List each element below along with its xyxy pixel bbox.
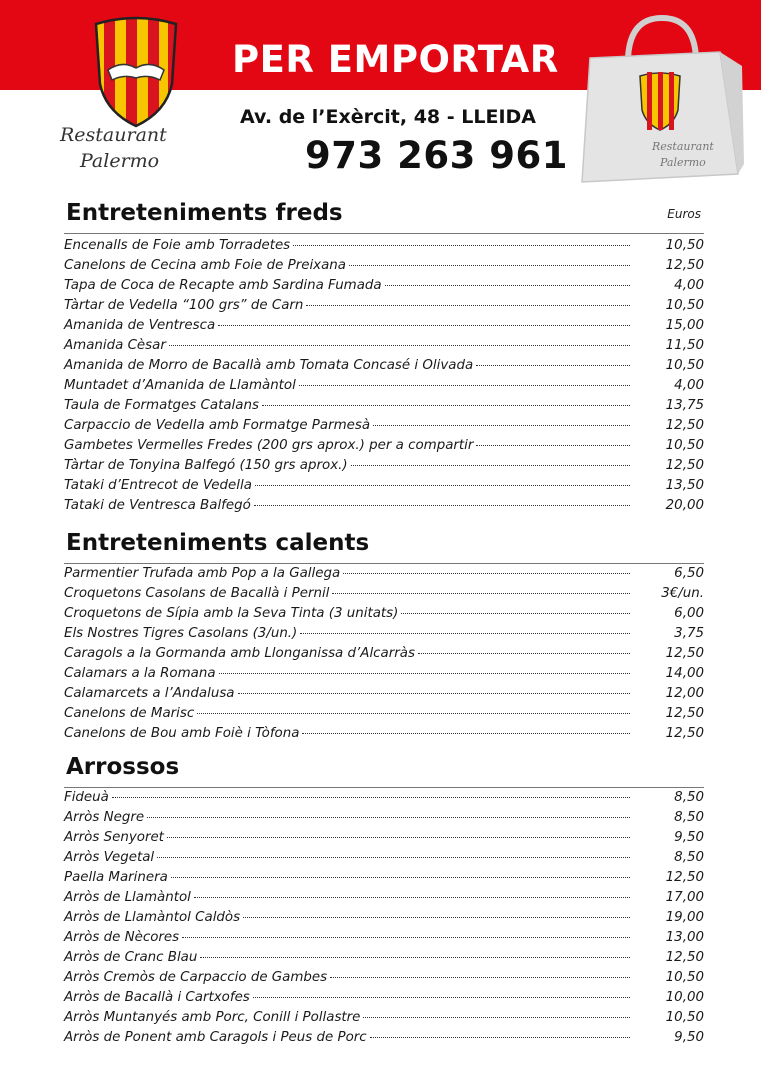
menu-item bbox=[64, 418, 704, 438]
menu-item bbox=[64, 478, 704, 498]
menu-item bbox=[64, 950, 704, 970]
dot-leader bbox=[157, 857, 630, 858]
menu-item-price: 12,50 bbox=[665, 458, 704, 473]
menu-item bbox=[64, 498, 704, 518]
menu-item-name: Gambetes Vermelles Fredes (200 grs aprox.) per a compartir bbox=[64, 438, 474, 453]
menu-item-name: Tapa de Coca de Recapte amb Sardina Fumada bbox=[64, 278, 382, 293]
section-title-arrossos: Arrossos bbox=[66, 754, 180, 780]
dot-leader bbox=[370, 1037, 630, 1038]
menu-item bbox=[64, 686, 704, 706]
restaurant-crest-logo bbox=[88, 14, 184, 128]
section-divider bbox=[64, 787, 704, 788]
menu-item-price: 12,50 bbox=[665, 706, 704, 721]
menu-item-price: 8,50 bbox=[674, 790, 704, 805]
menu-item bbox=[64, 606, 704, 626]
menu-item-price: 10,50 bbox=[665, 238, 704, 253]
headline: PER EMPORTAR bbox=[232, 38, 559, 81]
menu-item-price: 6,00 bbox=[674, 606, 704, 621]
bag-text-restaurant: Restaurant bbox=[652, 140, 714, 153]
menu-item bbox=[64, 930, 704, 950]
dot-leader bbox=[238, 693, 630, 694]
menu-item-price: 12,00 bbox=[665, 686, 704, 701]
menu-item-price: 10,50 bbox=[665, 358, 704, 373]
menu-item-price: 12,50 bbox=[665, 258, 704, 273]
menu-item bbox=[64, 238, 704, 258]
menu-item bbox=[64, 318, 704, 338]
section-title-entreteniments-freds: Entreteniments freds bbox=[66, 200, 343, 226]
menu-item-price: 12,50 bbox=[665, 870, 704, 885]
menu-item-name: Arròs Senyoret bbox=[64, 830, 164, 845]
menu-item bbox=[64, 338, 704, 358]
menu-item-name: Arròs de Ponent amb Caragols i Peus de Porc bbox=[64, 1030, 367, 1045]
menu-item-name: Amanida Cèsar bbox=[64, 338, 166, 353]
menu-item-name: Carpaccio de Vedella amb Formatge Parmesà bbox=[64, 418, 371, 433]
menu-item bbox=[64, 850, 704, 870]
menu-item bbox=[64, 830, 704, 850]
menu-item-name: Tàrtar de Vedella “100 grs” de Carn bbox=[64, 298, 304, 313]
menu-item-price: 10,00 bbox=[665, 990, 704, 1005]
dot-leader bbox=[300, 633, 630, 634]
dot-leader bbox=[343, 573, 630, 574]
menu-item-price: 12,50 bbox=[665, 418, 704, 433]
menu-item-name: Tàrtar de Tonyina Balfegó (150 grs aprox.) bbox=[64, 458, 348, 473]
dot-leader bbox=[349, 265, 630, 266]
menu-item-price: 9,50 bbox=[674, 830, 704, 845]
dot-leader bbox=[171, 877, 630, 878]
menu-item-name: Arròs Cremòs de Carpaccio de Gambes bbox=[64, 970, 328, 985]
menu-item-name: Canelons de Cecina amb Foie de Preixana bbox=[64, 258, 347, 273]
logo-text-restaurant: Restaurant bbox=[60, 124, 167, 146]
menu-item-name: Els Nostres Tigres Casolans (3/un.) bbox=[64, 626, 298, 641]
bag-text-palermo: Palermo bbox=[660, 156, 706, 169]
dot-leader bbox=[302, 733, 630, 734]
menu-item-name: Arròs de Cranc Blau bbox=[64, 950, 198, 965]
dot-leader bbox=[293, 245, 630, 246]
menu-item-name: Amanida de Ventresca bbox=[64, 318, 216, 333]
menu-item bbox=[64, 358, 704, 378]
menu-item bbox=[64, 458, 704, 478]
menu-item-price: 19,00 bbox=[665, 910, 704, 925]
menu-item-price: 13,75 bbox=[665, 398, 704, 413]
menu-item-name: Tataki de Ventresca Balfegó bbox=[64, 498, 251, 513]
dot-leader bbox=[262, 405, 630, 406]
dot-leader bbox=[200, 957, 630, 958]
takeaway-bag-image bbox=[580, 14, 745, 186]
menu-item bbox=[64, 666, 704, 686]
dot-leader bbox=[147, 817, 630, 818]
menu-item bbox=[64, 870, 704, 890]
dot-leader bbox=[385, 285, 630, 286]
menu-item-price: 12,50 bbox=[665, 950, 704, 965]
menu-item-name: Fideuà bbox=[64, 790, 109, 805]
menu-item bbox=[64, 790, 704, 810]
menu-item-name: Arròs Vegetal bbox=[64, 850, 155, 865]
menu-item-price: 10,50 bbox=[665, 438, 704, 453]
menu-item-price: 3,75 bbox=[674, 626, 704, 641]
menu-item-name: Taula de Formatges Catalans bbox=[64, 398, 259, 413]
menu-item-name: Encenalls de Foie amb Torradetes bbox=[64, 238, 291, 253]
menu-item bbox=[64, 586, 704, 606]
menu-item bbox=[64, 566, 704, 586]
menu-item bbox=[64, 398, 704, 418]
menu-item-price: 10,50 bbox=[665, 970, 704, 985]
section-title-entreteniments-calents: Entreteniments calents bbox=[66, 530, 370, 556]
menu-item-name: Arròs de Llamàntol Caldòs bbox=[64, 910, 241, 925]
menu-item-price: 4,00 bbox=[674, 378, 704, 393]
section-divider bbox=[64, 563, 704, 564]
dot-leader bbox=[255, 485, 630, 486]
dot-leader bbox=[169, 345, 630, 346]
dot-leader bbox=[219, 673, 630, 674]
menu-item bbox=[64, 1010, 704, 1030]
menu-item-name: Arròs de Llamàntol bbox=[64, 890, 191, 905]
dot-leader bbox=[194, 897, 630, 898]
dot-leader bbox=[476, 365, 630, 366]
dot-leader bbox=[253, 997, 630, 998]
dot-leader bbox=[401, 613, 630, 614]
menu-item-name: Muntadet d’Amanida de Llamàntol bbox=[64, 378, 296, 393]
menu-item-name: Croquetons de Sípia amb la Seva Tinta (3 unitats) bbox=[64, 606, 399, 621]
menu-item-name: Arròs de Bacallà i Cartxofes bbox=[64, 990, 250, 1005]
menu-item-price: 3€/un. bbox=[661, 586, 704, 601]
menu-item-price: 12,50 bbox=[665, 726, 704, 741]
menu-item bbox=[64, 278, 704, 298]
dot-leader bbox=[243, 917, 630, 918]
menu-item-name: Tataki d’Entrecot de Vedella bbox=[64, 478, 252, 493]
menu-item-price: 8,50 bbox=[674, 850, 704, 865]
dot-leader bbox=[332, 593, 630, 594]
menu-item-name: Arròs Muntanyés amb Porc, Conill i Pollastre bbox=[64, 1010, 361, 1025]
logo-text-palermo: Palermo bbox=[80, 150, 160, 172]
menu-item-price: 20,00 bbox=[665, 498, 704, 513]
dot-leader bbox=[299, 385, 630, 386]
menu-item-price: 4,00 bbox=[674, 278, 704, 293]
dot-leader bbox=[218, 325, 630, 326]
menu-item-price: 10,50 bbox=[665, 298, 704, 313]
menu-item bbox=[64, 970, 704, 990]
menu-item-name: Canelons de Marisc bbox=[64, 706, 195, 721]
menu-list-arrossos bbox=[64, 790, 704, 1050]
menu-item bbox=[64, 706, 704, 726]
menu-item bbox=[64, 726, 704, 746]
menu-item-price: 8,50 bbox=[674, 810, 704, 825]
menu-item bbox=[64, 810, 704, 830]
dot-leader bbox=[182, 937, 630, 938]
menu-item bbox=[64, 258, 704, 278]
menu-item-name: Croquetons Casolans de Bacallà i Pernil bbox=[64, 586, 330, 601]
menu-item bbox=[64, 1030, 704, 1050]
menu-item bbox=[64, 990, 704, 1010]
menu-item-name: Amanida de Morro de Bacallà amb Tomata Concasé i Olivada bbox=[64, 358, 474, 373]
menu-item-price: 13,50 bbox=[665, 478, 704, 493]
dot-leader bbox=[373, 425, 630, 426]
dot-leader bbox=[351, 465, 630, 466]
dot-leader bbox=[254, 505, 630, 506]
menu-item bbox=[64, 910, 704, 930]
dot-leader bbox=[476, 445, 630, 446]
menu-item-price: 17,00 bbox=[665, 890, 704, 905]
menu-item-name: Canelons de Bou amb Foiè i Tòfona bbox=[64, 726, 300, 741]
section-divider bbox=[64, 233, 704, 234]
menu-item-name: Caragols a la Gormanda amb Llonganissa d’Alcarràs bbox=[64, 646, 415, 661]
currency-label: Euros bbox=[667, 207, 701, 221]
menu-item-price: 10,50 bbox=[665, 1010, 704, 1025]
menu-item-price: 6,50 bbox=[674, 566, 704, 581]
menu-list-entreteniments-calents bbox=[64, 566, 704, 746]
menu-item-name: Arròs de Nècores bbox=[64, 930, 180, 945]
menu-list-entreteniments-freds bbox=[64, 238, 704, 518]
menu-item bbox=[64, 298, 704, 318]
menu-item bbox=[64, 626, 704, 646]
menu-item-price: 15,00 bbox=[665, 318, 704, 333]
phone-number: 973 263 961 bbox=[305, 134, 568, 177]
dot-leader bbox=[197, 713, 630, 714]
menu-item bbox=[64, 438, 704, 458]
dot-leader bbox=[306, 305, 630, 306]
menu-item-name: Calamarcets a l’Andalusa bbox=[64, 686, 235, 701]
dot-leader bbox=[112, 797, 630, 798]
menu-item bbox=[64, 890, 704, 910]
dot-leader bbox=[363, 1017, 630, 1018]
menu-item-price: 9,50 bbox=[674, 1030, 704, 1045]
menu-item-name: Calamars a la Romana bbox=[64, 666, 216, 681]
menu-item bbox=[64, 378, 704, 398]
menu-item-price: 13,00 bbox=[665, 930, 704, 945]
dot-leader bbox=[167, 837, 630, 838]
dot-leader bbox=[418, 653, 630, 654]
menu-item bbox=[64, 646, 704, 666]
menu-item-price: 14,00 bbox=[665, 666, 704, 681]
menu-item-name: Arròs Negre bbox=[64, 810, 145, 825]
menu-item-price: 11,50 bbox=[665, 338, 704, 353]
menu-item-price: 12,50 bbox=[665, 646, 704, 661]
menu-item-name: Parmentier Trufada amb Pop a la Gallega bbox=[64, 566, 341, 581]
dot-leader bbox=[330, 977, 630, 978]
address: Av. de l’Exèrcit, 48 - LLEIDA bbox=[240, 106, 537, 128]
menu-item-name: Paella Marinera bbox=[64, 870, 168, 885]
